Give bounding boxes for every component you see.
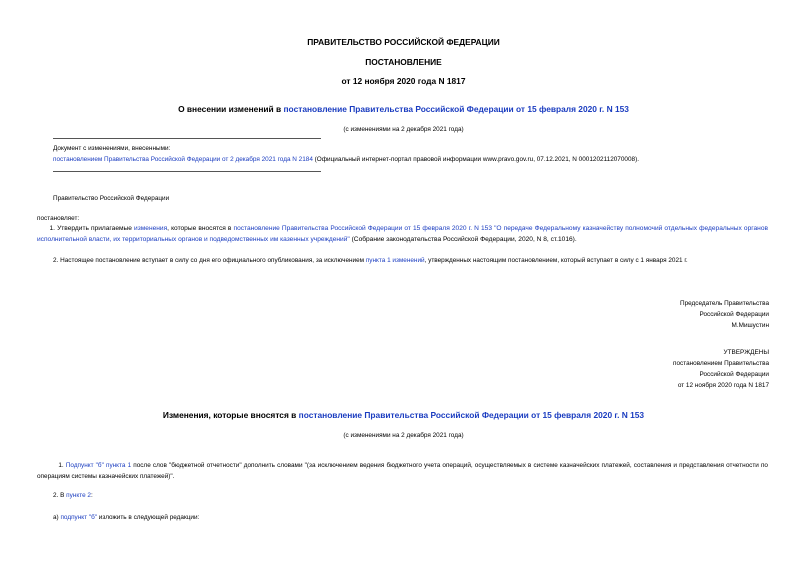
paragraph-1-text-c: (Собрание законодательства Российской Федерации, 2020, N 8, ст.1016). [349,236,577,243]
change-item-2 [53,492,93,499]
item-1-link[interactable]: пункта 1 изменений [365,257,425,264]
changes-title-text: Изменения, которые вносятся в [162,410,299,420]
document-date: от 12 ноября 2020 года N 1817 [341,76,466,86]
changes-revision-note: (с изменениями на 2 декабря 2021 года) [343,432,464,439]
title-link[interactable]: постановление Правительства Российской Федерации от 15 февраля 2020 г. N 153 [283,104,629,114]
government-label: Правительство Российской Федерации [53,195,170,202]
government-heading: ПРАВИТЕЛЬСТВО РОССИЙСКОЙ ФЕДЕРАЦИИ [307,37,500,47]
paragraph-2-text-b: , утвержденных настоящим постановлением, который вступает в силу с 1 января 2021 г. [424,257,688,264]
paragraph-1-text-b: , которые вносятся в [167,225,234,232]
document-title-text: О внесении изменений в [178,104,284,114]
change-item-1 [37,460,768,482]
amendments-link[interactable]: изменения [134,225,168,232]
divider-bottom [53,171,321,172]
signature-name: М.Мишустин [731,322,769,329]
signature-position: Председатель Правительства [680,300,769,307]
change-item-2a [53,514,199,521]
decree-153-link[interactable]: постановление Правительства Российской Федерации от 15 февраля 2020 г. N 153 "О передаче Федеральному казначейству полномочий отдельных федеральных органов исполнительной власти, их территориальных органов и подведомственных им казенных учреждений" [37,225,768,243]
approval-line-2: постановлением Правительства [673,360,769,367]
paragraph-1 [37,223,768,245]
document-title [0,104,807,114]
revision-note: (с изменениями на 2 декабря 2021 года) [343,126,464,133]
paragraph-1-text-a: 1. Утвердить прилагаемые [49,225,135,232]
decrees-label: постановляет: [37,215,80,222]
amending-decree-link[interactable]: постановлением Правительства Российской Федерации от 2 декабря 2021 года N 2184 [53,156,313,163]
signature-block [680,298,769,331]
change-item-2a-text-b: изложить в следующей редакции: [97,514,200,521]
signature-country: Российской Федерации [699,311,769,318]
subitem-b-item-1-link[interactable]: Подпункт "б" пункта 1 [65,462,132,469]
approval-date: от 12 ноября 2020 года N 1817 [677,382,769,389]
changes-title [0,410,807,420]
approval-line-3: Российской Федерации [699,371,769,378]
approval-block [673,347,769,391]
changes-title-link[interactable]: постановление Правительства Российской Федерации от 15 февраля 2020 г. N 153 [298,410,645,420]
change-item-2-text-b: : [90,492,93,499]
paragraph-2 [53,257,768,264]
changes-source-text: (Официальный интернет-портал правовой информации www.pravo.gov.ru, 07.12.2021, N 0001202112070008). [312,156,639,163]
divider-top [53,138,321,139]
change-item-2-text-a: 2. В [53,492,67,499]
approval-heading: УТВЕРЖДЕНЫ [723,349,769,356]
change-item-2a-text-a: а) [53,514,61,521]
changes-label: Документ с изменениями, внесенными: [53,145,171,152]
item-2-link[interactable]: пункте 2 [66,492,91,499]
changes-source [53,156,773,163]
subitem-b-link[interactable]: подпункт "б" [60,514,98,521]
paragraph-2-text-a: 2. Настоящее постановление вступает в силу со дня его официального опубликования, за исключением [53,257,366,264]
document-type: ПОСТАНОВЛЕНИЕ [365,57,442,67]
change-item-1-num: 1. [58,462,66,469]
change-item-1-text: после слов "бюджетной отчетности" дополнить словами "(за исключением ведения бюджетного учета операций, осуществляемых в системе казначейских платежей, составления и представления отчетности по операциям системы казначейских платежей)". [37,462,768,480]
